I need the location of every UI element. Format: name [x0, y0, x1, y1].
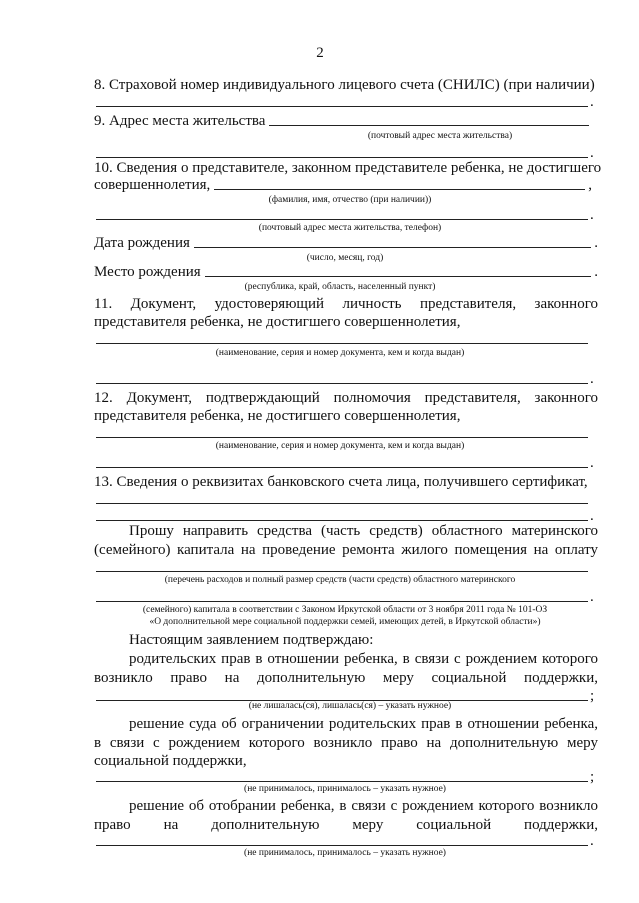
confirm-p1-line2: возникло право на дополнительную меру социальной поддержки, — [94, 670, 598, 686]
punct-dot: . — [590, 833, 594, 849]
punct-comma: , — [588, 177, 592, 193]
birth-place-row — [94, 263, 598, 281]
punct-semicolon: ; — [590, 688, 595, 704]
confirm-intro: Настоящим заявлением подтверждаю: — [129, 632, 374, 648]
representative-id-field-line2[interactable] — [96, 383, 588, 384]
confirm-p2-line3: социальной поддержки, — [94, 753, 247, 769]
request-line2: (семейного) капитала на проведение ремонта жилого помещения на оплату — [94, 542, 598, 558]
punct-dot: . — [594, 264, 598, 280]
caption-address: (почтовый адрес места жительства, телефон) — [258, 223, 442, 233]
punct-dot: . — [590, 371, 594, 387]
snils-field[interactable] — [96, 106, 588, 107]
item12-caption: (наименование, серия и номер документа, кем и когда выдан) — [215, 441, 465, 451]
punct-semicolon: ; — [590, 769, 595, 785]
page-number: 2 — [316, 45, 324, 61]
item13-label: 13. Сведения о реквизитах банковского счета лица, получившего сертификат, — [94, 474, 588, 490]
confirm-p1-line1: родительских прав в отношении ребенка, в связи с рождением которого — [129, 651, 598, 667]
birth-date-label: Дата рождения — [94, 235, 190, 251]
confirm-p2-caption: (не принималось, принималось – указать нужное) — [244, 784, 446, 794]
item9-row — [94, 112, 592, 130]
punct-dot: . — [590, 145, 594, 161]
item10-row2 — [94, 176, 592, 194]
request-caption1: (перечень расходов и полный размер средств (части средств) областного материнского — [164, 575, 516, 585]
item8-label: 8. Страховой номер индивидуального лицевого счета (СНИЛС) (при наличии) — [94, 77, 595, 93]
birth-place-field[interactable] — [205, 276, 592, 277]
address-field-line2[interactable] — [96, 157, 588, 158]
item11-line1: 11. Документ, удостоверяющий личность представителя, законного — [94, 296, 598, 312]
item9-caption: (почтовый адрес места жительства) — [367, 131, 513, 141]
court-decision-field[interactable] — [96, 781, 588, 782]
address-field[interactable] — [269, 125, 589, 126]
representative-address-field[interactable] — [96, 219, 588, 220]
representative-id-field[interactable] — [96, 343, 588, 344]
item11-line2: представителя ребенка, не достигшего совершеннолетия, — [94, 314, 461, 330]
child-removal-field[interactable] — [96, 845, 588, 846]
item10-line2: совершеннолетия, — [94, 177, 211, 193]
punct-dot: . — [590, 508, 594, 524]
punct-dot: . — [590, 94, 594, 110]
item10-line1: 10. Сведения о представителе, законном представителе ребенка, не достигшего — [94, 160, 602, 176]
bank-details-field-line2[interactable] — [96, 520, 588, 521]
birth-date-row — [94, 234, 598, 252]
item11-caption: (наименование, серия и номер документа, кем и когда выдан) — [215, 348, 465, 358]
confirm-p3-line2: право на дополнительную меру социальной поддержки, — [94, 817, 598, 833]
item12-line2: представителя ребенка, не достигшего совершеннолетия, — [94, 408, 461, 424]
request-caption3: «О дополнительной мере социальной поддержки семей, имеющих детей, в Иркутской области») — [149, 617, 541, 627]
birth-place-label: Место рождения — [94, 264, 201, 280]
item12-line1: 12. Документ, подтверждающий полномочия представителя, законного — [94, 390, 598, 406]
caption-name: (фамилия, имя, отчество (при наличии)) — [268, 195, 432, 205]
authority-document-field[interactable] — [96, 437, 588, 438]
confirm-p2-line1: решение суда об ограничении родительских прав в отношении ребенка, — [129, 716, 598, 732]
punct-dot: . — [594, 235, 598, 251]
caption-place: (республика, край, область, населенный пункт) — [244, 282, 436, 292]
request-line1: Прошу направить средства (часть средств) областного материнского — [129, 523, 598, 539]
item9-label: 9. Адрес места жительства — [94, 113, 266, 129]
expenses-field[interactable] — [96, 571, 588, 572]
representative-name-field[interactable] — [214, 189, 585, 190]
authority-document-field-line2[interactable] — [96, 467, 588, 468]
punct-dot: . — [590, 589, 594, 605]
birth-date-field[interactable] — [194, 247, 591, 248]
confirm-p3-caption: (не принималось, принималось – указать нужное) — [244, 848, 446, 858]
bank-details-field[interactable] — [96, 503, 588, 504]
caption-date: (число, месяц, год) — [306, 253, 384, 263]
confirm-p3-line1: решение об отобрании ребенка, в связи с рождением которого возникло — [129, 798, 598, 814]
confirm-p2-line2: в связи с рождением которого возникло право на дополнительную меру — [94, 735, 598, 751]
confirm-p1-caption: (не лишалась(ся), лишалась(ся) – указать нужное) — [248, 701, 452, 711]
punct-dot: . — [590, 455, 594, 471]
punct-dot: . — [590, 207, 594, 223]
request-caption2: (семейного) капитала в соответствии с Законом Иркутской области от 3 ноября 2011 года № 101-ОЗ — [142, 605, 548, 615]
expenses-field-line2[interactable] — [96, 601, 588, 602]
